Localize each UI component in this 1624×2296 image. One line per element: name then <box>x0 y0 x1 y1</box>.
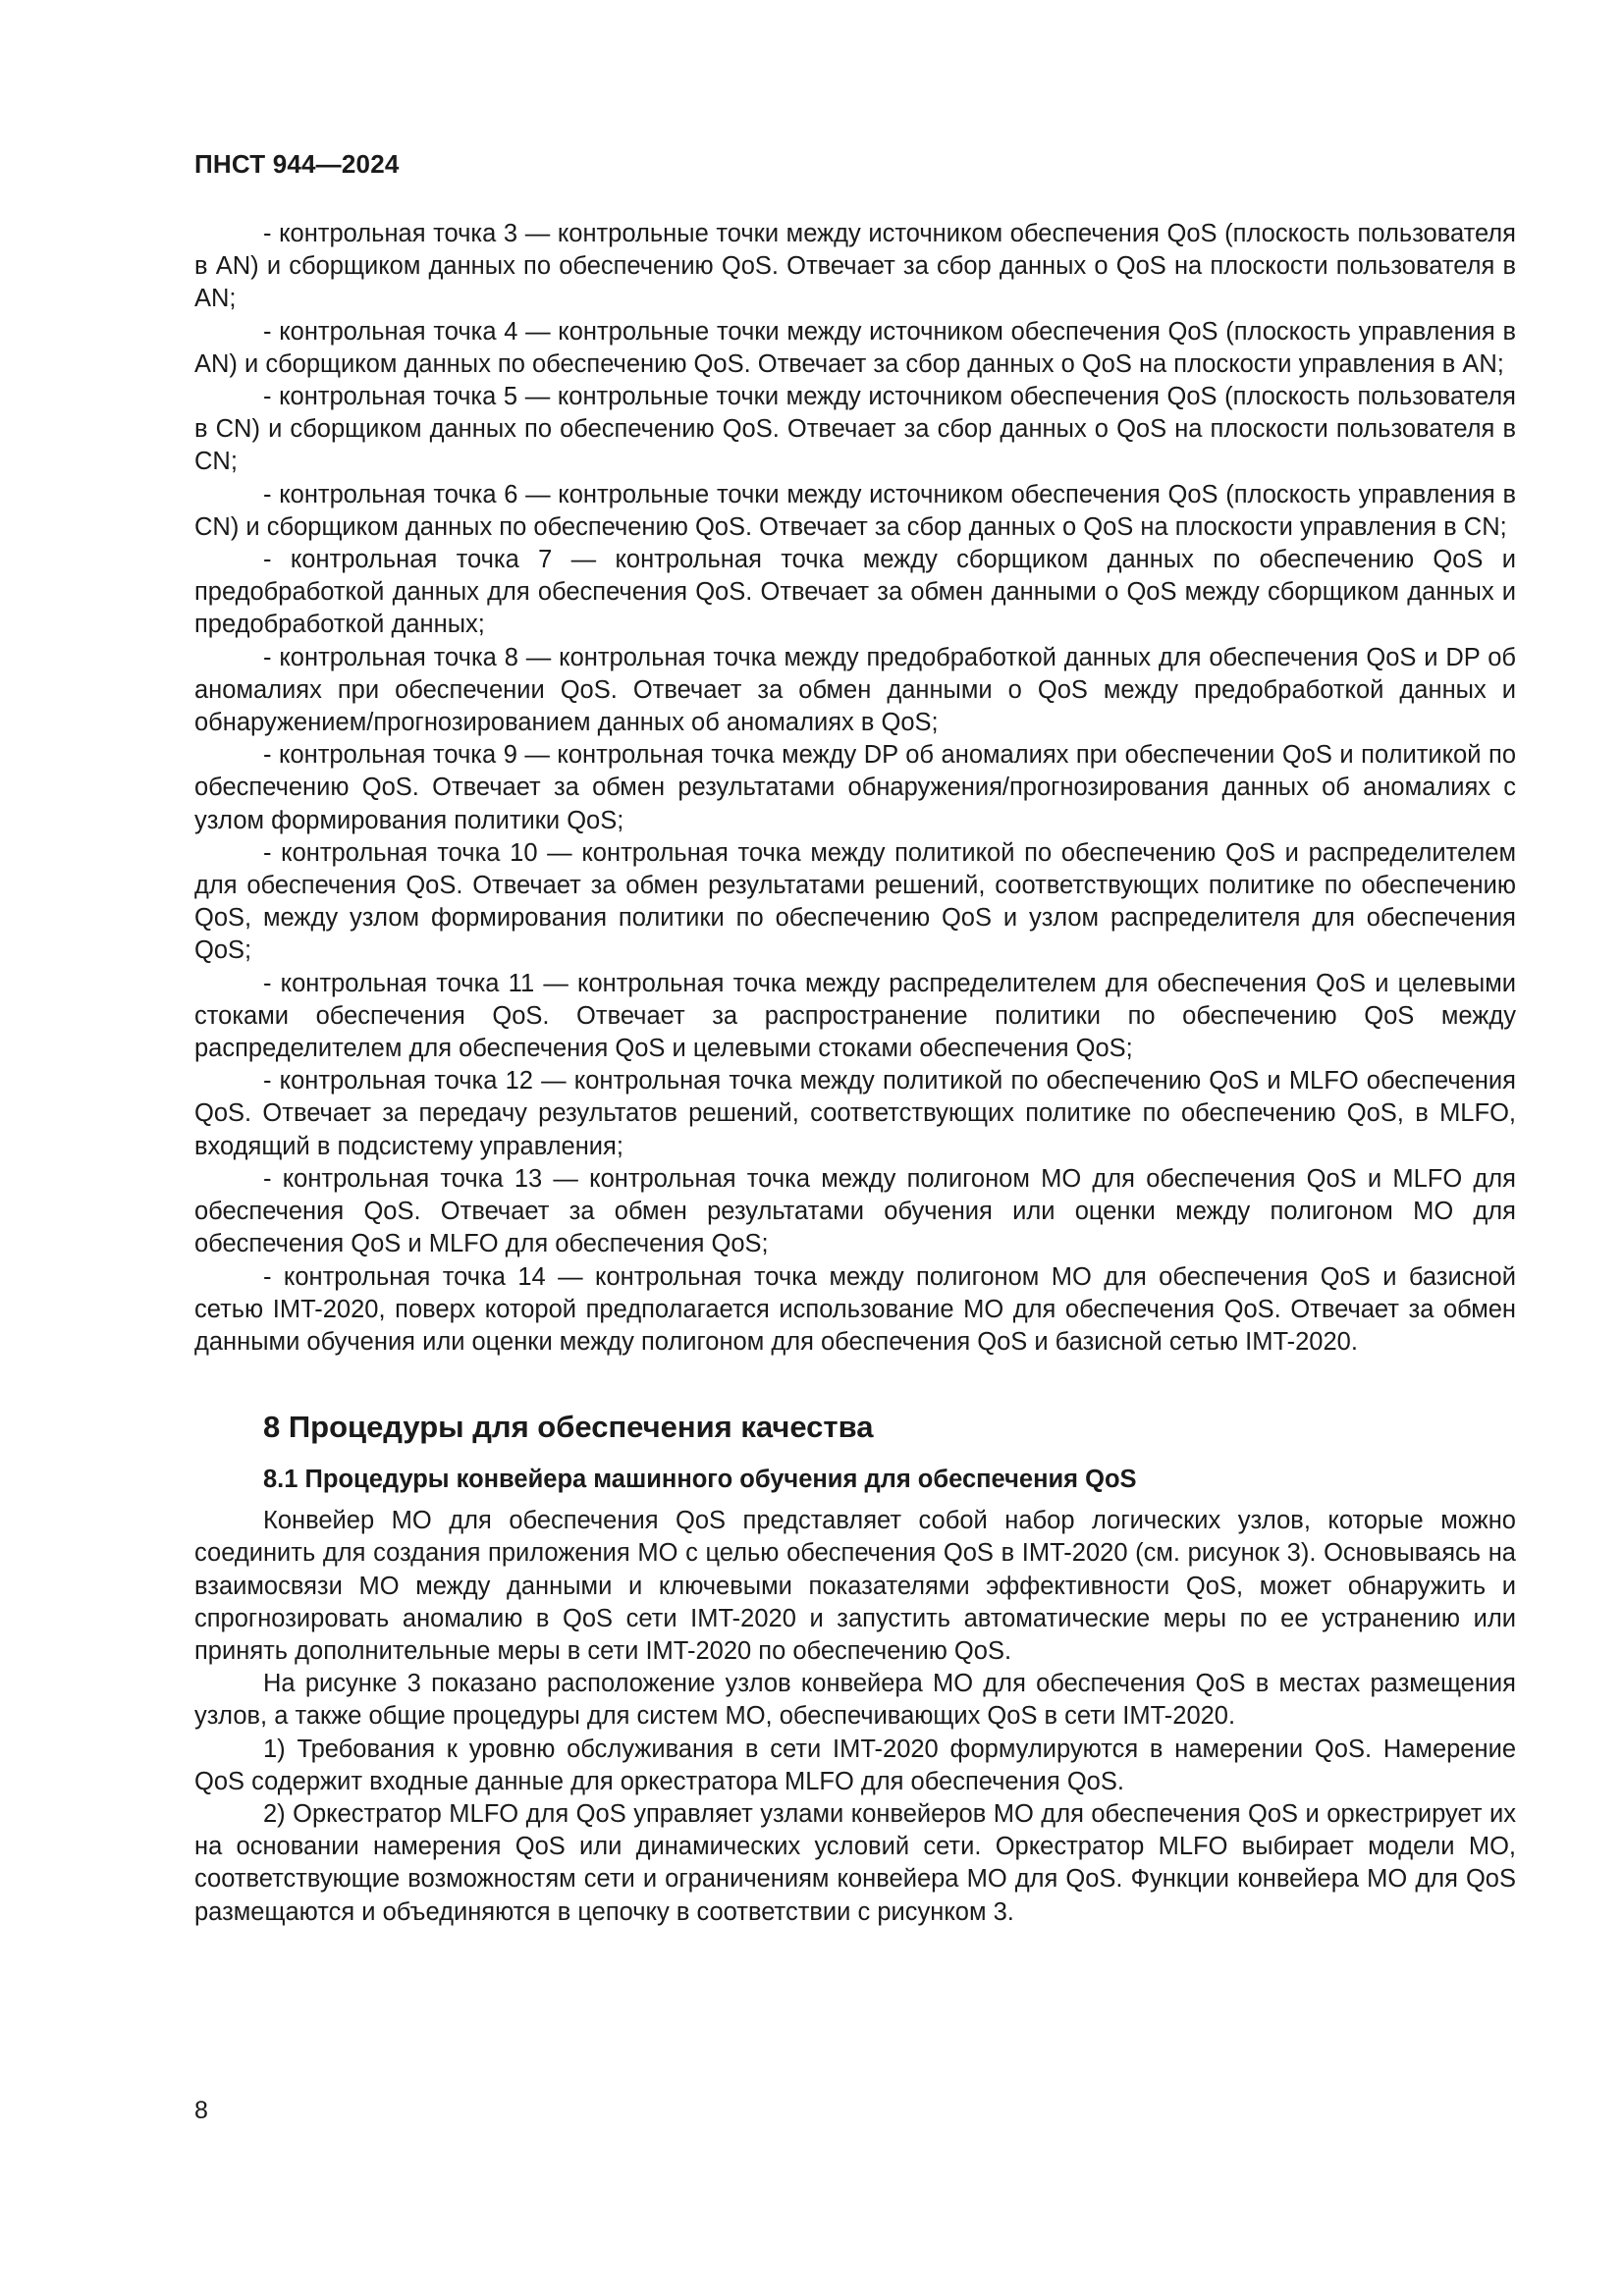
checkpoint-item-6: - контрольная точка 6 — контрольные точки между источником обеспечения QoS (плоскость управления в CN) и сборщиком данных по обеспечению QoS. Отвечает за сбор данных о QoS на плоскости управления в CN; <box>194 480 1516 541</box>
page-content <box>194 218 1516 1929</box>
section-heading: 8 Процедуры для обеспечения качества <box>263 1410 874 1445</box>
numbered-paragraph: 2) Оркестратор MLFO для QoS управляет узлами конвейеров МО для обеспечения QoS и оркестрирует их на основании намерения QoS или динамических условий сети. Оркестратор MLFO выбирает модели МО, соответствующие возможностям сети и ограничениям конвейера МО для QoS. Функции конвейера МО для QoS размещаются и объединяются в цепочку в соответствии с рисунком 3. <box>194 1799 1516 1926</box>
checkpoint-item-3: - контрольная точка 3 — контрольные точки между источником обеспечения QoS (плоскость пользователя в AN) и сборщиком данных по обеспечению QoS. Отвечает за сбор данных о QoS на плоскости пользователя в AN; <box>194 220 1516 313</box>
numbered-paragraph: 1) Требования к уровню обслуживания в сети IMT-2020 формулируются в намерении QoS. Намерение QoS содержит входные данные для оркестратора MLFO для обеспечения QoS. <box>194 1735 1516 1795</box>
body-paragraph: Конвейер МО для обеспечения QoS представляет собой набор логических узлов, которые можно соединить для создания приложения МО с целью обеспечения QoS в IMT-2020 (см. рисунок 3). Основываясь на взаимосвязи МО между данными и ключевыми показателями эффективности QoS, может обнаружить и спрогнозировать аномалию в QoS сети IMT-2020 и запустить автоматические меры по ее устранению или принять дополнительные меры в сети IMT-2020 по обеспечению QoS. <box>194 1507 1516 1665</box>
checkpoint-item-14: - контрольная точка 14 — контрольная точка между полигоном МО для обеспечения QoS и базисной сетью IMT-2020, поверх которой предполагается использование МО для обеспечения QoS. Отвечает за обмен данными обучения или оценки между полигоном для обеспечения QoS и базисной сетью IMT-2020. <box>194 1262 1516 1356</box>
body-paragraph: На рисунке 3 показано расположение узлов конвейера МО для обеспечения QoS в местах размещения узлов, а также общие процедуры для систем МО, обеспечивающих QoS в сети IMT-2020. <box>194 1670 1516 1731</box>
checkpoint-item-12: - контрольная точка 12 — контрольная точка между политикой по обеспечению QoS и MLFO обеспечения QoS. Отвечает за передачу результатов решений, соответствующих политике по обеспечению QoS, в MLFO, входящий в подсистему управления; <box>194 1067 1516 1160</box>
checkpoint-item-7: - контрольная точка 7 — контрольная точка между сборщиком данных по обеспечению QoS и предобработкой данных для обеспечения QoS. Отвечает за обмен данными о QoS между сборщиком данных и предобработкой данных; <box>194 546 1516 639</box>
page-number: 8 <box>194 2097 208 2124</box>
checkpoint-item-5: - контрольная точка 5 — контрольные точки между источником обеспечения QoS (плоскость пользователя в CN) и сборщиком данных по обеспечению QoS. Отвечает за сбор данных о QoS на плоскости пользователя в CN; <box>194 383 1516 476</box>
checkpoint-item-11: - контрольная точка 11 — контрольная точка между распределителем для обеспечения QoS и целевыми стоками обеспечения QoS. Отвечает за распространение политики по обеспечению QoS между распределителем для обеспечения QoS и целевыми стоками обеспечения QoS; <box>194 969 1516 1063</box>
checkpoint-item-10: - контрольная точка 10 — контрольная точка между политикой по обеспечению QoS и распределителем для обеспечения QoS. Отвечает за обмен результатами решений, соответствующих политике по обеспечению QoS, между узлом формирования политики по обеспечению QoS и узлом распределителя для обеспечения QoS; <box>194 838 1516 965</box>
subsection-heading: 8.1 Процедуры конвейера машинного обучения для обеспечения QoS <box>263 1466 1137 1494</box>
document-code-header: ПНСТ 944—2024 <box>194 149 400 179</box>
checkpoint-item-8: - контрольная точка 8 — контрольная точка между предобработкой данных для обеспечения QoS и DP об аномалиях при обеспечении QoS. Отвечает за обмен данными о QoS между предобработкой данных и обнаружением/прогнозированием данных об аномалиях в QoS; <box>194 643 1516 737</box>
checkpoint-item-9: - контрольная точка 9 — контрольная точка между DP об аномалиях при обеспечении QoS и политикой по обеспечению QoS. Отвечает за обмен результатами обнаружения/прогнозирования данных об аномалиях с узлом формирования политики QoS; <box>194 741 1516 834</box>
checkpoint-item-13: - контрольная точка 13 — контрольная точка между полигоном МО для обеспечения QoS и MLFO для обеспечения QoS. Отвечает за обмен результатами обучения или оценки между полигоном МО для обеспечения QoS и MLFO для обеспечения QoS; <box>194 1164 1516 1258</box>
checkpoint-item-4: - контрольная точка 4 — контрольные точки между источником обеспечения QoS (плоскость управления в AN) и сборщиком данных по обеспечению QoS. Отвечает за сбор данных о QoS на плоскости управления в AN; <box>194 317 1516 378</box>
